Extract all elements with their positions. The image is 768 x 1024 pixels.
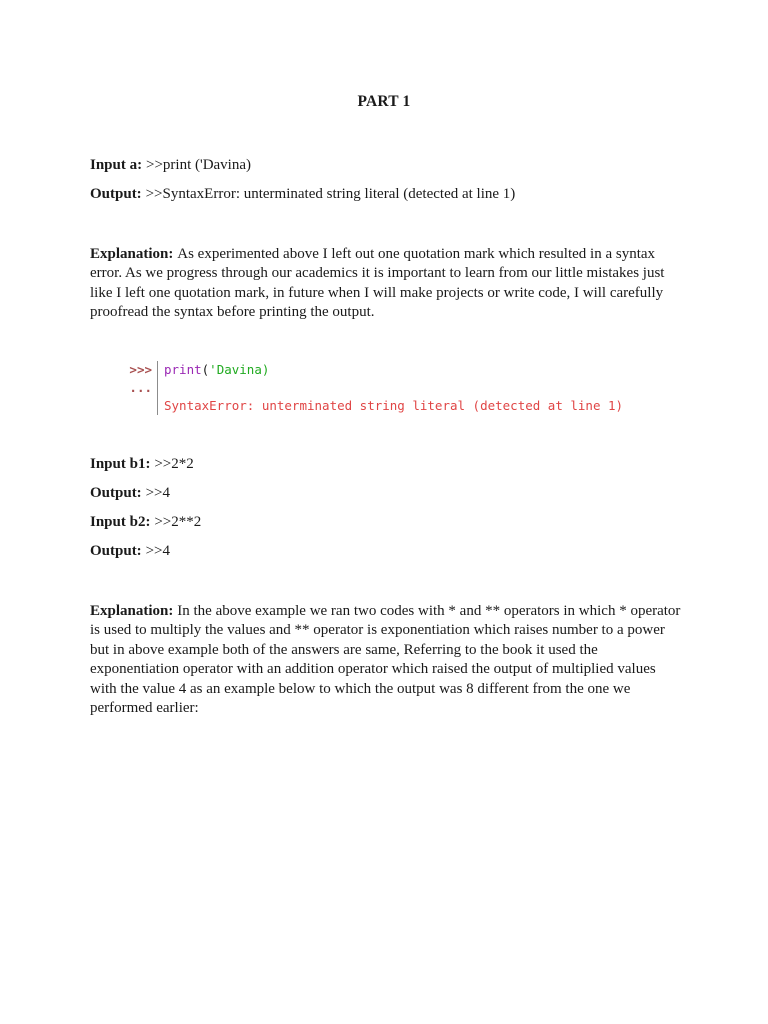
output-a-label: Output: bbox=[90, 186, 142, 202]
shell-prompt-empty bbox=[125, 397, 152, 415]
input-b2-line bbox=[90, 513, 686, 532]
output-a-line bbox=[90, 185, 686, 204]
page-title: PART 1 bbox=[357, 93, 411, 110]
shell-prompt-gutter bbox=[125, 361, 158, 415]
shell-code-line bbox=[164, 361, 623, 379]
builtin-token: print bbox=[164, 362, 202, 377]
explanation-b-label: Explanation: bbox=[90, 603, 174, 619]
explanation-b-paragraph bbox=[90, 602, 686, 718]
output-b2-line bbox=[90, 542, 686, 561]
input-a-line bbox=[90, 156, 686, 175]
input-b2-value: >>2**2 bbox=[154, 514, 202, 530]
idle-shell-screenshot bbox=[125, 361, 623, 415]
shell-continuation-prompt: ... bbox=[129, 380, 152, 395]
input-b1-value: >>2*2 bbox=[154, 456, 194, 472]
output-b2-value: >>4 bbox=[145, 543, 170, 559]
input-b1-line bbox=[90, 455, 686, 474]
input-b2-label: Input b2: bbox=[90, 514, 151, 530]
explanation-a-text: As experimented above I left out one quotation mark which resulted in a syntax error. As we progress through our academics it is important to learn from our little mistakes just like I left one quotation mark, in future when I will make projects or write code, I will carefully proofread the syntax before printing the output. bbox=[90, 246, 665, 321]
output-a-value: >>SyntaxError: unterminated string literal (detected at line 1) bbox=[145, 186, 516, 202]
explanation-b-text: In the above example we ran two codes with * and ** operators in which * operator is used to multiply the values and ** operator is exponentiation which raises number to a power but in above example both of the answers are same, Referring to the book it used the exponentiation operator with an addition operator which raised the output of multiplied values with the value 4 as an example below to which the output was 8 different from the one we performed earlier: bbox=[90, 603, 681, 717]
output-b1-value: >>4 bbox=[145, 485, 170, 501]
input-a-label: Input a: bbox=[90, 157, 143, 173]
paren-token: ( bbox=[201, 362, 210, 377]
input-a-value: >>print ('Davina) bbox=[146, 157, 252, 173]
shell-code-column bbox=[158, 361, 623, 415]
shell-prompt: >>> bbox=[129, 362, 152, 377]
string-token: 'Davina) bbox=[209, 362, 270, 377]
output-b1-label: Output: bbox=[90, 485, 142, 501]
explanation-a-label: Explanation: bbox=[90, 246, 174, 262]
shell-error-line: SyntaxError: unterminated string literal (detected at line 1) bbox=[164, 398, 624, 413]
shell-blank-line bbox=[164, 379, 623, 397]
input-b1-label: Input b1: bbox=[90, 456, 151, 472]
output-b1-line bbox=[90, 484, 686, 503]
explanation-a-paragraph bbox=[90, 245, 686, 323]
output-b2-label: Output: bbox=[90, 543, 142, 559]
